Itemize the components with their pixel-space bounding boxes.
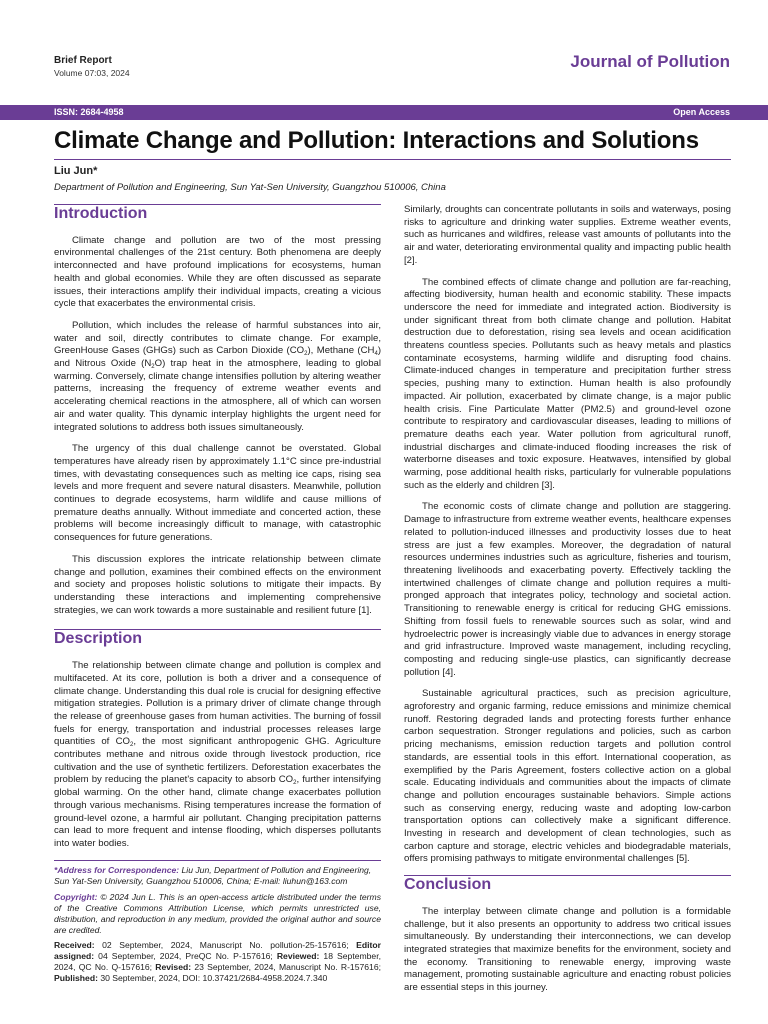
- copyright-note: Copyright: © 2024 Jun L. This is an open-access article distributed under the terms of the Creative Commons Attribution License, which permits unrestricted use, distribution, and reproduction in any medium, provided the original author and source are credited.: [54, 891, 381, 935]
- footnote-divider: [54, 860, 381, 861]
- author-name: Liu Jun*: [54, 165, 98, 177]
- description-paragraph-2: Similarly, droughts can concentrate pollutants in soils and waterways, posing risks to agriculture and drinking water supplies. Extreme weather events, such as hurricanes and wildfires, release vast amounts of pollutants into the air and water, deteriorating environmental quality and impacting public health [2].: [404, 204, 731, 266]
- title-divider: [54, 159, 731, 160]
- journal-name: Journal of Pollution: [570, 52, 730, 71]
- introduction-paragraph-2: Pollution, which includes the release of harmful substances into air, water and soil, directly contributes to climate change. For example, GreenHouse Gases (GHGs) such as Carbon Dioxide $(CO_2)$, Methane $(CH_4)$ and Nitrous Oxide $(N_2O)$ trap heat in the atmosphere, leading to global warming. Conversely, climate change intensifies pollution by altering weather patterns, increasing the frequency of extreme weather events and accelerating chemical reactions in the atmosphere, all of which can worsen air and water quality. This dynamic interplay highlights the urgent need for integrated solutions to address both issues simultaneously.: [54, 319, 382, 433]
- correspondence-note: *Address for Correspondence: Liu Jun, Department of Pollution and Engineering, Sun Yat-Sen University, Guangzhou 510006, China; E-mail: liuhun@163.com: [54, 864, 372, 886]
- conclusion-heading: Conclusion: [404, 876, 492, 894]
- left-column: [54, 204, 381, 984]
- volume-info: Volume 07:03, 2024: [54, 68, 130, 78]
- description-heading: Description: [54, 630, 143, 648]
- issn: ISSN: 2684-4958: [54, 107, 124, 117]
- article-title: Climate Change and Pollution: Interactions and Solutions: [54, 127, 699, 154]
- description-paragraph-4: The economic costs of climate change and pollution are staggering. Damage to infrastructure from extreme weather events, healthcare expenses related to pollution-induced illnesses and productivity losses due to heat stress are just a few examples. Moreover, the degradation of natural resources undermines industries such as agriculture, fisheries and tourism, threatening livelihoods and exacerbating poverty. Effectively tackling the intertwined challenges of climate change and pollution requires a multi-pronged approach that integrates policy, technology and societal action. Transitioning to renewable energy is critical for reducing GHG emissions. Shifting from fossil fuels to renewable sources such as solar, wind and hydroelectric power is increasingly viable due to advances in energy storage and grid infrastructure. Improved waste management, including recycling, composting and reducing single-use plastics, can significantly decrease pollution [4].: [404, 501, 731, 678]
- author-affiliation: Department of Pollution and Engineering, Sun Yat-Sen University, Guangzhou 510006, China: [54, 182, 446, 193]
- article-type: Brief Report: [54, 55, 112, 66]
- introduction-paragraph-1: Climate change and pollution are two of the most pressing environmental challenges of the 21st century. Both phenomena are deeply interconnected and have profound implications for ecosystems, human health and global economies. While they are often discussed as separate issues, their interactions amplify their individual impacts, creating a vicious cycle that exacerbates the environmental crisis.: [54, 234, 381, 310]
- description-paragraph-1: The relationship between climate change and pollution is complex and multifaceted. At its core, pollution is both a driver and a consequence of climate change. Understanding this dual role is crucial for designing effective mitigation strategies. Pollution is a primary driver of climate change through the release of greenhouse gases from human activities. The burning of fossil fuels for energy, transportation and industrial processes releases large quantities of $CO_2$, the most significant anthropogenic GHG. Agriculture contributes methane and nitrous oxide through livestock production, rice cultivation and the use of synthetic fertilizers. Deforestation exacerbates the problem by reducing the planet's capacity to absorb $CO_2$, further intensifying global warming. On the other hand, climate change exacerbates pollution through various mechanisms. Rising temperatures increase the formation of ground-level ozone, a harmful air pollutant. Changing precipitation patterns can lead to more frequent and intense flooding, which disperses pollutants into water bodies.: [54, 660, 381, 849]
- description-paragraph-5: Sustainable agricultural practices, such as precision agriculture, agroforestry and organic farming, reduce emissions and minimize chemical runoff. Restoring degraded lands and protecting forests further enhance carbon sequestration. Stronger regulations and policies, such as carbon pricing mechanisms, emission reduction targets and pollution control standards, are essential tools in this effort. International cooperation, as exemplified by the Paris Agreement, fosters collective action on a global scale. Educating individuals and communities about the impacts of climate change and pollution encourages sustainable behaviors. Simple actions such as conserving energy, reducing waste and adopting low-carbon transportation options can collectively make a significant difference. Investing in research and development of clean technologies, such as carbon capture and storage, electric vehicles and biodegradable materials, offers promising pathways to mitigate environmental challenges [5].: [404, 688, 731, 865]
- publication-dates: Received: 02 September, 2024, Manuscript No. pollution-25-157616; Editor assigned: 04 September, 2024, PreQC No. P-157616; Reviewed: 18 September, 2024, QC No. Q-157616; Revised: 23 September, 2024, Manuscript No. R-157616; Published: 30 September, 2024, DOI: 10.37421/2684-4958.2024.7.340: [54, 939, 381, 983]
- article-header-left: [54, 55, 130, 78]
- conclusion-paragraph-1: The interplay between climate change and pollution is a formidable challenge, but it also presents an opportunity to address two critical issues simultaneously. By understanding their interconnections, we can develop integrated strategies that maximize benefits for the environment, society and the economy. Transitioning to renewable energy, improving waste management, promoting sustainable agriculture and enacting robust policies are essential steps in this journey.: [404, 905, 731, 994]
- introduction-paragraph-4: This discussion explores the intricate relationship between climate change and pollution, examines their combined effects on the environment and society and proposes holistic solutions to mitigate their impacts. By understanding these interactions and implementing comprehensive strategies, we can work towards a more sustainable and resilient future [1].: [54, 553, 381, 616]
- introduction-paragraph-3: The urgency of this dual challenge cannot be overstated. Global temperatures have already risen by approximately 1.1°C since pre-industrial times, with devastating consequences such as melting ice caps, rising sea levels and more frequent and severe natural disasters. Meanwhile, pollution continues to degrade ecosystems, harm wildlife and cause millions of premature deaths annually. Without immediate and concerted action, these problems will become increasingly difficult to manage, with catastrophic consequences for future generations.: [54, 443, 381, 544]
- description-paragraph-3: The combined effects of climate change and pollution are far-reaching, affecting biodiversity, human health and economic stability. These impacts underscore the need for immediate and integrated action. Biodiversity is under significant threat from both climate change and pollution. Habitat destruction due to deforestation, rising sea levels and ocean acidification threatens countless species. Pollutants such as heavy metals and plastics contaminate ecosystems, harming wildlife and disrupting food chains. Climate-induced changes in temperature and precipitation further stress species, pushing many to extinction. Human health is also profoundly impacted. Air pollution, exacerbated by climate change, is a major public health crisis. Fine Particulate Matter (PM2.5) and ground-level ozone contribute to respiratory and cardiovascular diseases, leading to millions of premature deaths each year. Water pollution from agricultural runoff, industrial discharges and climate-induced flooding increases the risk of waterborne diseases and toxic exposure. Heatwaves, intensified by global warming, pose additional health risks, particularly for vulnerable populations such as the elderly and children [3].: [404, 276, 731, 491]
- right-column: [404, 204, 731, 1004]
- introduction-heading: Introduction: [54, 205, 148, 222]
- open-access-label: Open Access: [673, 107, 730, 117]
- issn-bar: [0, 105, 768, 120]
